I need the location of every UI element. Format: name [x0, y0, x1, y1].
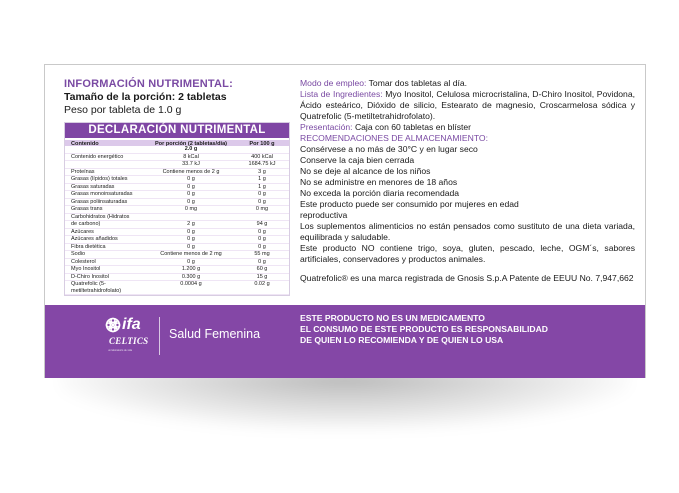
- per-100g-value: 0 g: [258, 191, 266, 197]
- nutrition-row: [65, 161, 289, 169]
- nutrition-table: [64, 122, 290, 296]
- per-serving-value: 2.0 g: [184, 146, 198, 152]
- per-serving-value: Contiene menos de 2 mg: [160, 251, 222, 257]
- nutrient-name: Azúcares: [71, 228, 94, 235]
- per-100g-value: 0 g: [258, 198, 266, 205]
- nutrient-name: Fibra dietética: [71, 243, 106, 250]
- header-per-100g: Por 100 g: [249, 141, 275, 147]
- storage-line: No se administre en menores de 18 años: [300, 177, 458, 187]
- per-serving-value: 0 g: [187, 176, 195, 182]
- per-100g-value: 3 g: [258, 168, 266, 175]
- per-serving-value: 8 kCal: [183, 153, 199, 160]
- nutrition-row: [65, 191, 289, 199]
- ingredients-paragraph: [300, 89, 635, 122]
- nutrient-name: Sodio: [71, 251, 86, 257]
- nutrition-row: [65, 206, 289, 214]
- nutrition-table-body: [65, 146, 289, 295]
- nutrient-name: [65, 146, 147, 153]
- per-serving-value: 1.200 g: [181, 266, 201, 272]
- nutrition-row: [65, 169, 289, 177]
- per-serving-value: 33.7 kJ: [182, 161, 200, 167]
- spacer: [300, 265, 635, 273]
- usage-text: Tomar dos tabletas al día.: [366, 78, 468, 88]
- serving-size: Tamaño de la porción: 2 tabletas: [64, 91, 227, 103]
- nutrient-name: Grasas monoinsaturadas: [71, 191, 133, 197]
- per-100g-value: 0 mg: [255, 206, 269, 212]
- storage-line: Este producto NO contiene trigo, soya, gluten, pescado, leche, OGM´s, sabores artificiales, conservadores y productos animales.: [300, 243, 635, 264]
- nutrition-row: [65, 221, 289, 229]
- per-100g-value: [235, 146, 289, 153]
- nutrient-name: Colesterol: [71, 258, 96, 265]
- ingredients-label: Lista de Ingredientes:: [300, 89, 383, 99]
- nutrient-name: Contenido energético: [71, 153, 124, 160]
- per-100g-value: 0 g: [258, 228, 266, 235]
- usage-label: Modo de empleo:: [300, 78, 367, 88]
- per-serving-value: [147, 214, 235, 221]
- nutrient-name: Grasas (lípidos) totales: [71, 176, 128, 182]
- nutrient-name: Myo Inositol: [71, 266, 101, 272]
- nutrient-name: Proteínas: [71, 168, 95, 175]
- instructions-column: [300, 78, 635, 284]
- presentation-text: Caja con 60 tabletas en blíster: [352, 122, 472, 132]
- warning-line: EL CONSUMO DE ESTE PRODUCTO ES RESPONSABILIDAD: [300, 324, 548, 334]
- nutrition-row: [65, 146, 289, 154]
- nutrition-row: [65, 176, 289, 184]
- nutrition-table-title: DECLARACIÓN NUTRIMENTAL: [65, 123, 289, 138]
- nutrient-name: de carbono): [71, 221, 101, 227]
- nutrition-row: [65, 214, 289, 222]
- nutrition-row: [65, 154, 289, 162]
- logo-tagline: un laboratorio de vida: [108, 349, 133, 352]
- nutrition-row: [65, 274, 289, 282]
- per-100g-value: 55 mg: [254, 251, 270, 257]
- per-serving-value: 0 g: [187, 243, 195, 250]
- nutrient-name: D-Chiro Inositol: [71, 273, 109, 280]
- per-100g-value: 0.02 g: [254, 281, 270, 287]
- per-100g-value: 1684.75 kJ: [248, 161, 276, 167]
- nutrition-row: [65, 229, 289, 237]
- nutrition-column: [64, 78, 296, 296]
- per-serving-value: 0 g: [187, 183, 195, 190]
- warning-text: [300, 313, 548, 346]
- per-serving-value: 0 g: [187, 228, 195, 235]
- presentation-label: Presentación:: [300, 122, 353, 132]
- celtic-knot-icon: [105, 317, 121, 333]
- presentation-line: [300, 122, 635, 133]
- per-100g-value: 0 g: [258, 243, 266, 250]
- storage-line: Consérvese a no más de 30°C y en lugar seco: [300, 144, 478, 154]
- nutrient-name: Grasas trans: [71, 206, 103, 212]
- product-label-panel: [44, 64, 646, 378]
- header-per-serving: Por porción (2 tabletas/día): [154, 141, 228, 147]
- nutrition-row: [65, 266, 289, 274]
- nutrition-row: [65, 281, 289, 295]
- footer-band: [45, 305, 645, 378]
- nutrient-name: Grasas saturadas: [71, 183, 115, 190]
- ifa-celtics-logo: [105, 316, 155, 362]
- nutrition-row: [65, 199, 289, 207]
- nutrient-name: Grasas poliinsaturadas: [71, 198, 128, 205]
- per-serving-value: 0 g: [187, 258, 195, 265]
- per-serving-value: 0 g: [187, 191, 195, 197]
- per-100g-value: 0 g: [258, 236, 266, 242]
- box-shadow: [60, 370, 630, 430]
- ingredients-text: Myo Inositol, Celulosa microcristalina, D-Chiro Inositol, Povidona, Ácido esteárico, Dióxido de silicio, Estearato de magnesio, Croscarmelosa sódica y Quatrefolic (5-metiltetrahidrofolato).: [300, 89, 635, 121]
- nutrition-row: [65, 236, 289, 244]
- per-serving-value: 0 g: [187, 198, 195, 205]
- per-serving-value: 0.300 g: [181, 273, 201, 280]
- logo-ifa-text: ifa: [122, 316, 141, 333]
- nutrition-row: [65, 184, 289, 192]
- per-serving-value: 0.0004 g: [180, 281, 202, 287]
- logo-celtics-text: CELTICS: [109, 336, 149, 346]
- nutrition-info-title: INFORMACIÓN NUTRIMENTAL:: [64, 78, 233, 90]
- per-serving-value: 0 g: [187, 236, 195, 242]
- storage-title: RECOMENDACIONES DE ALMACENAMIENTO:: [300, 133, 488, 143]
- storage-line: Conserve la caja bien cerrada: [300, 155, 415, 165]
- per-100g-value: 60 g: [256, 266, 268, 272]
- storage-line: No se deje al alcance de los niños: [300, 166, 431, 176]
- nutrient-name: Azúcares añadidos: [71, 236, 118, 242]
- per-100g-value: 94 g: [256, 221, 268, 227]
- nutrient-name: [65, 161, 147, 168]
- storage-line: Los suplementos alimenticios no están pensados como sustituto de una dieta variada, equilibrada y saludable.: [300, 221, 635, 242]
- usage-line: [300, 78, 635, 89]
- trademark-note: Quatrefolic® es una marca registrada de Gnosis S.p.A Patente de EEUU No. 7,947,662: [300, 273, 634, 283]
- nutrient-name: Carbohidratos (Hidratos: [71, 213, 130, 220]
- nutrition-row: [65, 244, 289, 252]
- warning-line: ESTE PRODUCTO NO ES UN MEDICAMENTO: [300, 313, 485, 323]
- logo-divider: [159, 317, 160, 355]
- per-serving-value: 0 mg: [184, 206, 198, 212]
- per-100g-value: [235, 214, 289, 221]
- nutrition-row: [65, 251, 289, 259]
- per-100g-value: 400 kCal: [251, 153, 273, 160]
- per-serving-value: 2 g: [187, 221, 195, 227]
- storage-line: Este producto puede ser consumido por mujeres en edad reproductiva: [300, 199, 519, 220]
- warning-line: DE QUIEN LO RECOMIENDA Y DE QUIEN LO USA: [300, 335, 504, 345]
- per-100g-value: 1 g: [258, 176, 266, 182]
- per-100g-value: 0 g: [258, 258, 266, 265]
- per-serving-value: Contiene menos de 2 g: [162, 168, 220, 175]
- tablet-weight: Peso por tableta de 1.0 g: [64, 104, 182, 116]
- per-100g-value: 1 g: [258, 183, 266, 190]
- header-content: Contenido: [71, 141, 99, 147]
- nutrient-name: Quatrefolic (5-metiltetrahidrofolato): [71, 281, 122, 294]
- label-content: [45, 65, 645, 305]
- nutrition-row: [65, 259, 289, 267]
- per-100g-value: 15 g: [256, 273, 268, 280]
- brand-line: Salud Femenina: [169, 327, 261, 341]
- storage-line: No exceda la porción diaria recomendada: [300, 188, 460, 198]
- nutrition-table-header: [65, 138, 289, 146]
